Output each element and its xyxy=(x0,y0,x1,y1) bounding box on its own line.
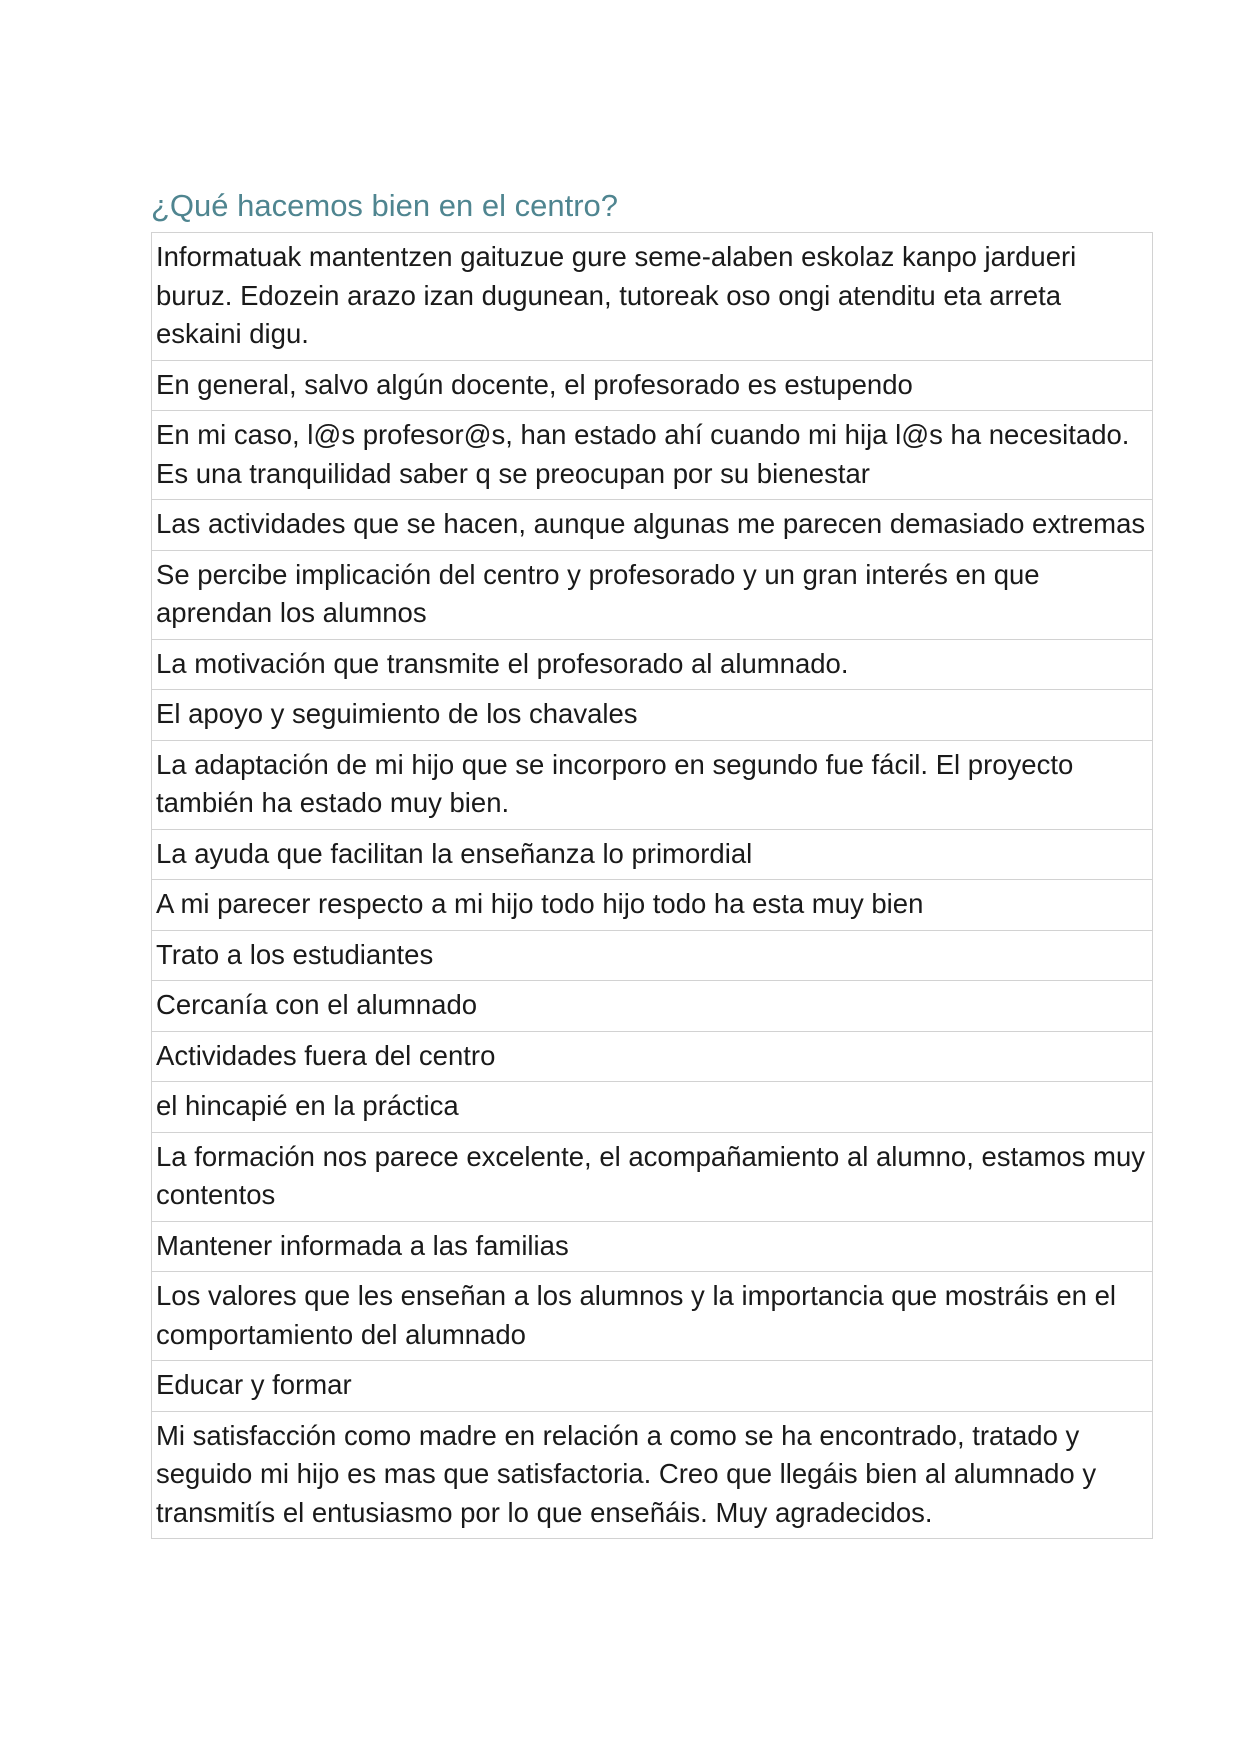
table-row xyxy=(152,1132,1153,1221)
responses-table xyxy=(151,232,1153,1539)
response-cell: Cercanía con el alumnado xyxy=(152,981,1153,1032)
response-cell: Las actividades que se hacen, aunque algunas me parecen demasiado extremas xyxy=(152,500,1153,551)
document-page xyxy=(151,186,1153,1539)
section-title: ¿Qué hacemos bien en el centro? xyxy=(151,188,618,223)
table-row xyxy=(152,1082,1153,1133)
response-cell: Mantener informada a las familias xyxy=(152,1221,1153,1272)
table-row xyxy=(152,1031,1153,1082)
response-cell: Mi satisfacción como madre en relación a como se ha encontrado, tratado y seguido mi hijo es mas que satisfactoria. Creo que llegáis bien al alumnado y transmitís el entusiasmo por lo que enseñáis. Muy agradecidos. xyxy=(152,1411,1153,1539)
responses-table-body xyxy=(152,233,1153,1539)
response-cell: La motivación que transmite el profesorado al alumnado. xyxy=(152,639,1153,690)
response-cell: La formación nos parece excelente, el acompañamiento al alumno, estamos muy contentos xyxy=(152,1132,1153,1221)
response-cell: Se percibe implicación del centro y profesorado y un gran interés en que aprendan los alumnos xyxy=(152,550,1153,639)
response-cell: Informatuak mantentzen gaituzue gure seme-alaben eskolaz kanpo jardueri buruz. Edozein arazo izan dugunean, tutoreak oso ongi atenditu eta arreta eskaini digu. xyxy=(152,233,1153,361)
table-row xyxy=(152,740,1153,829)
response-cell: Actividades fuera del centro xyxy=(152,1031,1153,1082)
table-row xyxy=(152,639,1153,690)
response-cell: Educar y formar xyxy=(152,1361,1153,1412)
response-cell: el hincapié en la práctica xyxy=(152,1082,1153,1133)
table-row xyxy=(152,411,1153,500)
table-row xyxy=(152,880,1153,931)
response-cell: La adaptación de mi hijo que se incorporo en segundo fue fácil. El proyecto también ha estado muy bien. xyxy=(152,740,1153,829)
response-cell: Los valores que les enseñan a los alumnos y la importancia que mostráis en el comportamiento del alumnado xyxy=(152,1272,1153,1361)
table-row xyxy=(152,360,1153,411)
table-row xyxy=(152,1361,1153,1412)
response-cell: A mi parecer respecto a mi hijo todo hijo todo ha esta muy bien xyxy=(152,880,1153,931)
table-row xyxy=(152,550,1153,639)
response-cell: En mi caso, l@s profesor@s, han estado ahí cuando mi hija l@s ha necesitado. Es una tranquilidad saber q se preocupan por su bienestar xyxy=(152,411,1153,500)
table-row xyxy=(152,1272,1153,1361)
response-cell: Trato a los estudiantes xyxy=(152,930,1153,981)
response-cell: En general, salvo algún docente, el profesorado es estupendo xyxy=(152,360,1153,411)
table-row xyxy=(152,1411,1153,1539)
table-row xyxy=(152,829,1153,880)
table-row xyxy=(152,930,1153,981)
response-cell: La ayuda que facilitan la enseñanza lo primordial xyxy=(152,829,1153,880)
table-row xyxy=(152,981,1153,1032)
table-row xyxy=(152,500,1153,551)
table-row xyxy=(152,233,1153,361)
table-row xyxy=(152,690,1153,741)
response-cell: El apoyo y seguimiento de los chavales xyxy=(152,690,1153,741)
table-row xyxy=(152,1221,1153,1272)
